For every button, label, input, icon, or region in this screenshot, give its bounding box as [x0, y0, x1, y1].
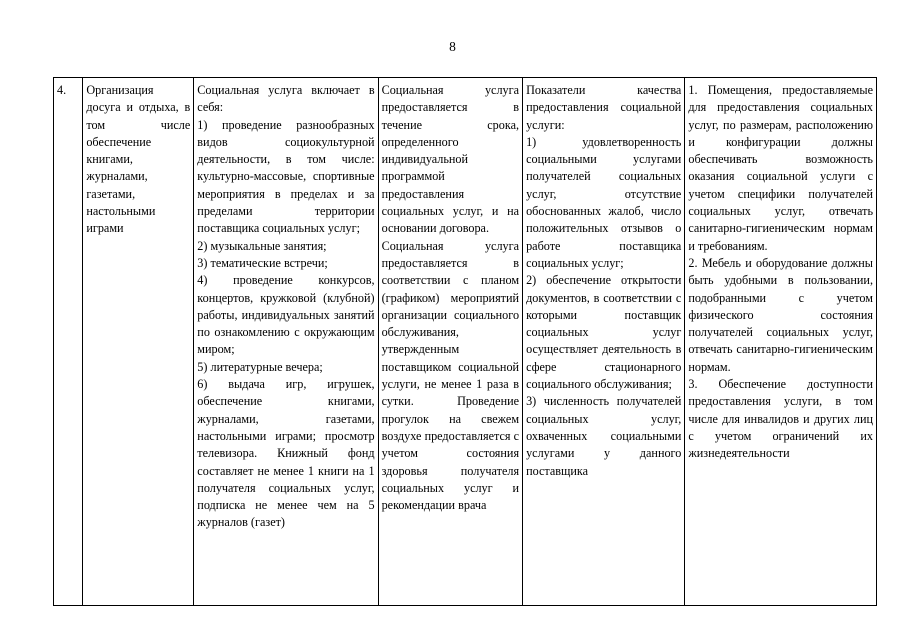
services-table: [53, 77, 877, 606]
quality-indicators-cell: [523, 78, 685, 606]
service-timing: Социальная услуга предоставляется в течение срока, определенного индивидуальной программой предоставления социальных услуг, и на основании договора. Социальная услуга предоставляется в соответствии с планом (графиком) мероприятий организации социального обслуживания, утвержденным поставщиком социальной услуги, не менее 1 раза в сутки. Проведение прогулок на свежем воздухе предоставляется с учетом состояния здоровья получателя социальных услуг и рекомендации врача: [381, 83, 520, 513]
table-row: [54, 78, 877, 606]
row-number: 4.: [57, 83, 67, 97]
service-conditions: 1. Помещения, предоставляемые для предоставления социальных услуг, по размерам, расположению и конфигурации должны обеспечивать возможность оказания социальной услуги с учетом специфики получателей социальных услуг, отвечать санитарно-гигиеническим нормам и требованиям. 2. Мебель и оборудование должны быть удобными в пользовании, подобранными с учетом физического состояния получателей социальных услуг, отвечать санитарно-гигиеническим нормам. 3. Обеспечение доступности предоставления услуги, в том числе для инвалидов и других лиц с учетом ограничений их жизнедеятельности: [688, 83, 873, 461]
quality-indicators: Показатели качества предоставления социальной услуги: 1) удовлетворенность социальными услугами получателей социальных услуг, отсутствие обоснованных жалоб, число положительных отзывов о работе поставщика социальных услуг; 2) обеспечение открытости документов, в соответствии с которыми поставщик социальных услуг осуществляет деятельность в сфере стационарного социального обслуживания; 3) численность получателей социальных услуг, охваченных социальными услугами у данного поставщика: [526, 83, 682, 478]
service-content-cell: [194, 78, 378, 606]
row-number-cell: [54, 78, 83, 606]
service-name: Организация досуга и отдыха, в том числе обеспечение книгами, журналами, газетами, настольными играми: [86, 83, 191, 236]
service-conditions-cell: [685, 78, 877, 606]
page-number: 8: [449, 39, 456, 54]
service-name-cell: [83, 78, 194, 606]
service-content: Социальная услуга включает в себя: 1) проведение разнообразных видов социокультурной деятельности, в том числе: культурно-массовые, спортивные мероприятия в пределах и за пределами территории поставщика социальных услуг; 2) музыкальные занятия; 3) тематические встречи; 4) проведение конкурсов, концертов, кружковой (клубной) работы, индивидуальных занятий по ознакомлению с окружающим миром; 5) литературные вечера; 6) выдача игр, игрушек, обеспечение книгами, журналами, газетами, настольными играми; просмотр телевизора. Книжный фонд составляет не менее 1 книги на 1 получателя социальных услуг, подписка не менее чем на 5 журналов (газет): [197, 83, 375, 530]
service-timing-cell: [378, 78, 522, 606]
